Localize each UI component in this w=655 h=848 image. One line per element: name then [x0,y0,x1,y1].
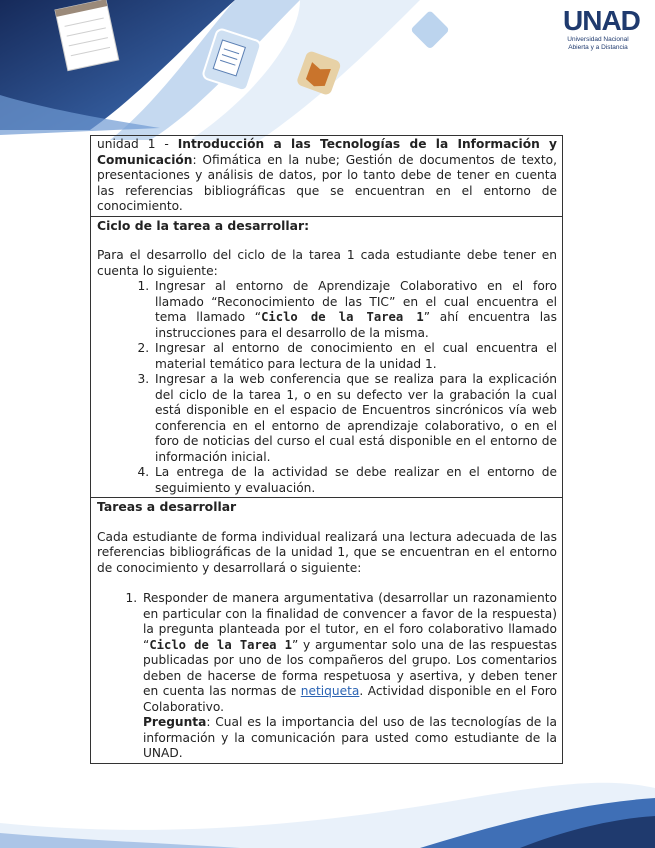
unit-title: Introducción a las Tecnologías de la Información y Comunicación [97,137,557,167]
netiqueta-link[interactable]: netiqueta [300,684,360,698]
tareas-list [97,591,557,762]
tareas-cell [91,498,563,764]
question-text: : Cual es la importancia del uso de las tecnologías de la información y la comunicación para usted como estudiante de la UNAD. [143,715,557,760]
ciclo-cell [91,216,563,498]
ciclo-title: Ciclo de la tarea a desarrollar: [97,217,310,233]
logo-line2: Abierta y a Distancia [568,44,628,51]
question-label: Pregunta [143,715,207,729]
intro-cell: unidad 1 - Introducción a las Tecnologías de la Información y Comunicación: Ofimática en la nube; Gestión de documentos de texto, presentaciones y análisis de datos, por lo tanto debe de tener en cuenta las referencias bibliográficas que se encuentran en el entorno de conocimiento. [91,136,563,217]
tareas-lead: Cada estudiante de forma individual realizará una lectura adecuada de las referencias bibliográficas de la unidad 1, que se encuentran en el entorno de conocimiento y desarrollará o siguiente: [97,529,557,575]
ciclo-lead: Para el desarrollo del ciclo de la tarea 1 cada estudiante debe tener en cuenta lo siguiente: [97,248,557,278]
diamond-icon [410,10,450,50]
ciclo-item-1: 1. Ingresar al entorno de Aprendizaje Colaborativo en el foro llamado “Reconocimiento de las TIC” en el cual encuentra el tema llamado “Ciclo de la Tarea 1” ahí encuentra las instrucciones para el desarrollo de la misma. [153,279,557,341]
header-decoration [0,0,655,140]
ciclo-item-2: 2. Ingresar al entorno de conocimiento en el cual encuentra el material temático para lectura de la unidad 1. [153,341,557,372]
tareas-row [91,498,563,764]
ciclo-row [91,216,563,498]
ciclo-list [97,279,557,496]
footer-decoration [0,768,655,848]
tareas-title: Tareas a desarrollar [97,499,237,514]
ciclo-item-3: 3. Ingresar a la web conferencia que se realiza para la explicación del ciclo de la tarea 1, o en su defecto ver la grabación la cual está disponible en el espacio de Encuentros sincrónicos vía web conferencia en el entorno de aprendizaje colaborativo, o en el foro de noticias del curso el cual está disponible en el entorno de información inicial. [153,372,557,465]
unad-logo [563,5,640,52]
logo-mark: UNAD [563,5,640,36]
tareas-item-1: 1. Responder de manera argumentativa (desarrollar un razonamiento en particular con la finalidad de convencer a favor de la respuesta) la pregunta planteada por el tutor, en el foro colaborativo llamado “Ciclo de la Tarea 1” y argumentar solo una de las respuestas publicadas por uno de los compañeros del grupo. Los comentarios deben de hacerse de forma respetuosa y asertiva, y deben tener en cuenta las normas de netiqueta. Actividad disponible en el Foro Colaborativo. Pregunta: Cual es la importancia del uso de las tecnologías de la información y la comunicación para usted como estudiante de la UNAD. [141,591,557,762]
ciclo-item-4: 4. La entrega de la actividad se debe realizar en el entorno de seguimiento y evaluación. [153,465,557,496]
intro-row [91,136,563,217]
logo-line1: Universidad Nacional [567,36,629,43]
activity-table [90,135,563,764]
